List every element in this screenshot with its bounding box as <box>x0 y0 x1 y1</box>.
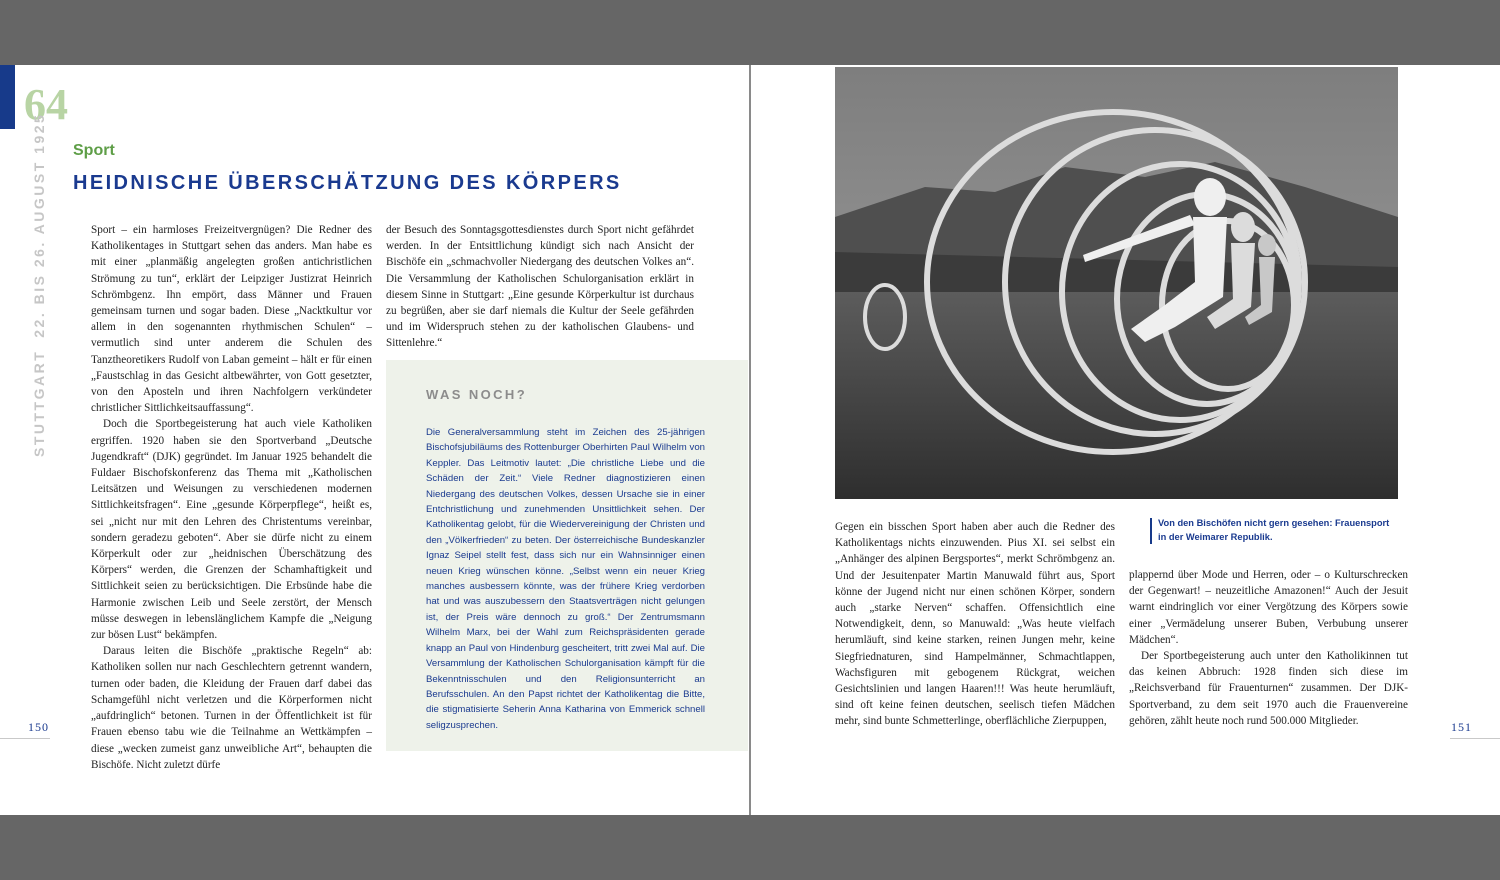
paragraph: Daraus leiten die Bischöfe „praktische Regeln“ ab: Katholiken sollen nur nach Geschlechtern getrennt wandern, turnen oder baden, die Kleidung der Frauen darf dabei das Schamgefühl nicht verletzen und die Körperformen nicht „aufdringlich“ betonen. Turnen in der Öffentlichkeit ist für Frauen ebenso tabu wie die Teilnahme an Wettkämpfen – diese „wecken zumeist ganz unweibliche Art“, behaupten die Bischöfe. Nicht zuletzt dürfe <box>91 645 372 771</box>
article-headline: HEIDNISCHE ÜBERSCHÄTZUNG DES KÖRPERS <box>73 172 622 194</box>
book-spread <box>0 65 1500 815</box>
body-column-4 <box>1129 567 1408 729</box>
chapter-dates: 22. BIS 26. AUGUST 1925 <box>31 112 47 338</box>
paragraph: plappernd über Mode und Herren, oder – o Kulturschrecken der Gegenwart! – neuzeitliche Amazonen!“ Auch der Jesuit warnt eindringlich vor einer Vergötzung des Körpers sowie einer „Vermädelung unserer Buben, Verbubung unserer Mädchen“. <box>1129 569 1408 646</box>
gutter-divider <box>749 65 751 815</box>
body-column-2 <box>386 222 694 352</box>
page-number-left: 150 <box>28 720 49 734</box>
chapter-number: 64 <box>24 80 68 129</box>
chapter-running-head <box>31 113 47 457</box>
paragraph: Sport – ein harmloses Freizeitvergnügen? Die Redner des Katholikentages in Stuttgart sehen das anders. Man habe es mit einer „planmäßig angelegten großen antichristlichen Strömung zu tun“, erklärt der Leipziger Justizrat Heinrich Schrömbgenz. Ihn empört, dass Männer und Frauen gemeinsam turnen und sogar baden. Diese „Nacktkultur vor allem in den sogenannten rhythmischen Schulen“ – vermutlich sind unter anderem die Schulen des Tanztheoretikers Rudolf von Laban gemeint – hält er für einen „Faustschlag in das Gesicht altbewährter, von Gott gesetzter, von den Aposteln und ihren Nachfolgern verkündeter christlicher Sittlichkeitsauffassung“. <box>91 224 372 415</box>
photo-caption: Von den Bischöfen nicht gern gesehen: Frauensport in der Weimarer Republik. <box>1158 518 1390 542</box>
paragraph: Gegen ein bisschen Sport haben aber auch die Redner des Katholikentags nichts einzuwenden. Pius XI. sei selbst ein „Anhänger des alpinen Bergsportes“, merkt Schrömbgenz an. Und der Jesuitenpater Martin Manuwald führt aus, Sport könne der Jugend nicht nur einen schönen Körper, sondern auch „starke Nerven“ schaffen. Offensichtlich eine Notwendigkeit, denn, so Manuwald: „Was heute vielfach herumläuft, sind keine starken, reinen Jungen mehr, keine Siegfriednaturen, sind Hampelmänner, Schmachtlappen, Wachsfiguren mit gebogenem Rückgrat, weichen Gesichtslinien und langen Haaren!!! Was heute herumläuft, sind oft keine feinen deutschen, seelisch tiefen Mädchen mehr, sind bunte Schmetterlinge, oberflächliche Zierpuppen, <box>835 521 1115 728</box>
article-kicker: Sport <box>73 142 115 159</box>
body-column-3 <box>835 519 1115 730</box>
chapter-tab <box>0 65 15 129</box>
chapter-location: STUTTGART <box>31 349 47 457</box>
caption-bar <box>1150 518 1152 544</box>
paragraph: Doch die Sportbegeisterung hat auch viele Katholiken ergriffen. 1920 haben sie den Sportverband „Deutsche Jugendkraft“ (DJK) gegründet. Im Januar 1925 behandelt die Fuldaer Bischofskonferenz das Thema mit „Katholischen Leitsätzen und Weisungen zu verschiedenen modernen Sittlichkeitsfragen“. Eine „gesunde Körperpflege“, heißt es, sei „nicht nur mit den Lehren des Christentums vereinbar, sondern geradezu geboten“. Aber sie dürfe nicht zu einem Körperkult oder zur „heidnischen Überschätzung des Körpers“ werden, die Grenzen der Schamhaftigkeit und Sittlichkeit seien zu berücksichtigen. Die Erbsünde habe die Harmonie zwischen Leib und Seele zerstört, der Mensch müsse deswegen in lebenslänglichem Kampfe die „Neigung zur bösen Lust“ bekämpfen. <box>91 418 372 642</box>
paragraph: Der Sportbegeisterung auch unter den Katholikinnen tut das keinen Abbruch: 1928 finden sich diese im „Reichsverband für Frauenturnen“ zusammen. Der DJK-Sportverband, zu dem seit 1970 auch die Frauenvereine gehören, zählt heute noch rund 500.000 Mitglieder. <box>1129 650 1408 727</box>
sidebox-title: WAS NOCH? <box>426 387 528 402</box>
sidebox-was-noch <box>386 360 748 751</box>
folio-rule-left <box>0 738 50 739</box>
body-column-1 <box>91 222 372 773</box>
page-number-right: 151 <box>1451 720 1472 734</box>
sidebox-text: Die Generalversammlung steht im Zeichen des 25-jährigen Bischofsjubiläums des Rottenburger Oberhirten Paul Wilhelm von Keppler. Das Leitmotiv lautet: „Die christliche Liebe und die Schäden der Zeit.“ Viele Redner diagnostizieren einen Niedergang des deutschen Volkes, dessen Ursache sie in einer Entchristlichung und zunehmenden Unsittlichkeit sehen. Der Katholikentag gelobt, für die Wiedervereinigung der Christen und den „Völkerfrieden“ zu beten. Der österreichische Bundeskanzler Ignaz Seipel stellt fest, dass sich nur ein Wahnsinniger einen neuen Krieg wünschen könne. „Selbst wenn ein neuer Krieg manches ausbessern könnte, was der frühere Krieg verdorben hat und was auszubessern den Staatsverträgen nicht gelungen ist, der Preis wäre dennoch zu groß.“ Der Zentrumsmann Wilhelm Marx, bei der Wahl zum Reichspräsidenten gerade knapp an Paul von Hindenburg gescheitert, tritt zwei Mal auf. Die Versammlung der Katholischen Schulorganisation kämpft für die Bekenntnisschulen und den Religionsunterricht an Berufsschulen. An den Papst richtet der Katholikentag die Bitte, die stigmatisierte Seherin Anna Katharina von Emmerick schnell seligzusprechen. <box>426 427 705 731</box>
folio-rule-right <box>1450 738 1500 739</box>
paragraph: der Besuch des Sonntagsgottesdienstes durch Sport nicht gefährdet werden. In der Entsittlichung kündigt sich nach Ansicht der Bischöfe ein „schmachvoller Niedergang des deutschen Volkes an“. Die Versammlung der Katholischen Schulorganisation erklärt in diesem Sinne in Stuttgart: „Eine gesunde Körperkultur ist durchaus zu begrüßen, aber sie darf niemals die Kultur der Seele gefährden und im Widerspruch stehen zu der katholischen Glaubens- und Sittenlehre.“ <box>386 224 694 350</box>
historic-photo-gymnastics-wheels <box>835 67 1398 499</box>
